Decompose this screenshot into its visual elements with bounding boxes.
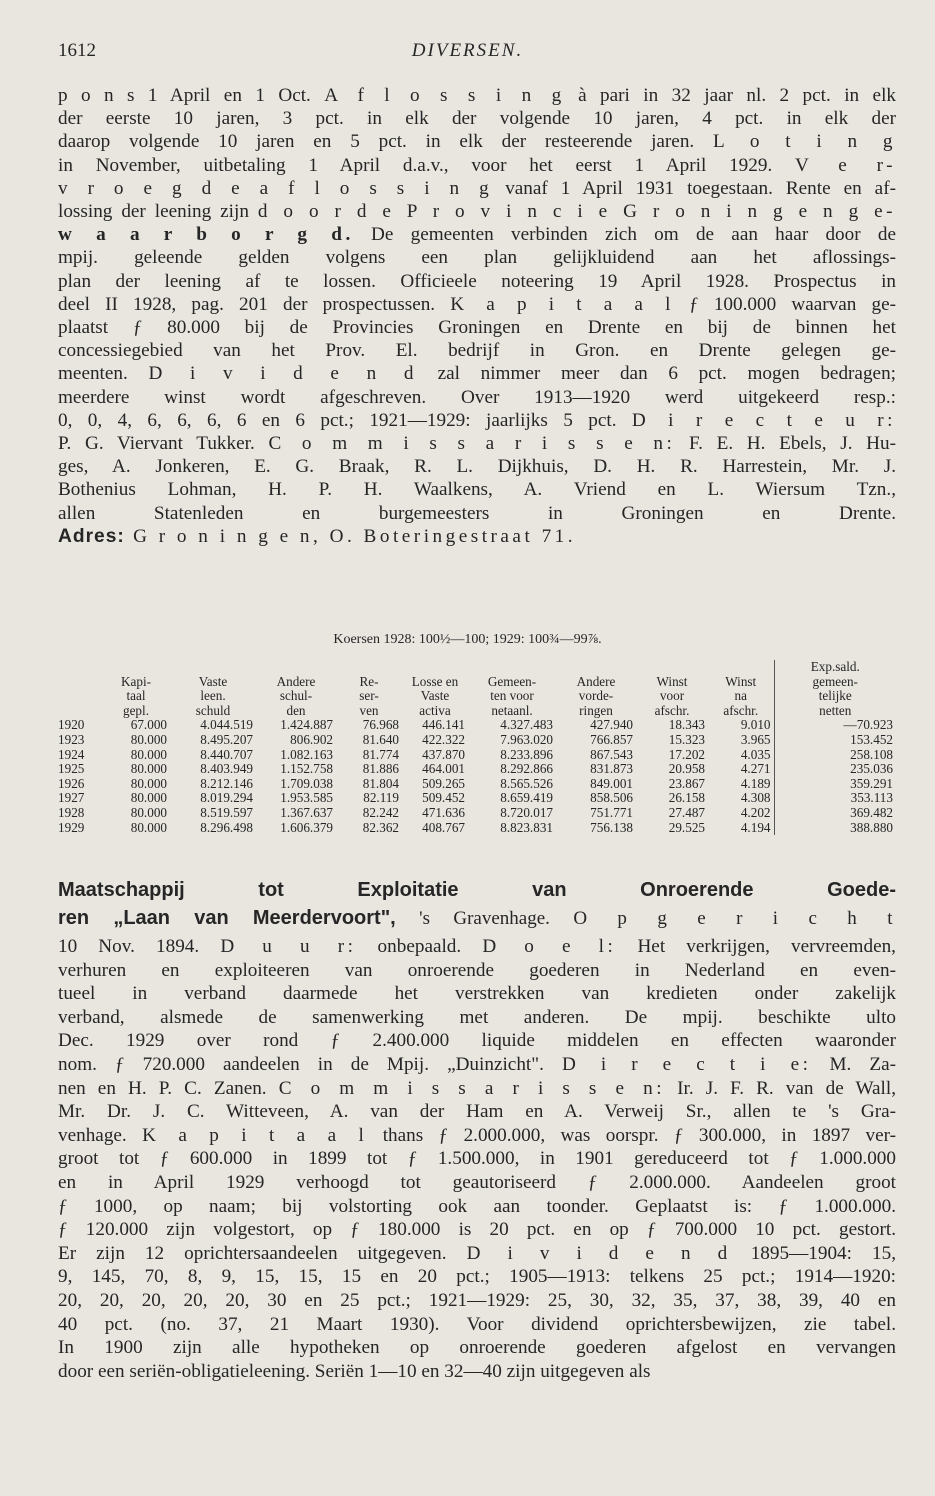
text-segment: 1 April en 1 Oct. (134, 85, 325, 106)
table-cell: 18.343 (668, 717, 705, 733)
table-cell: 8.720.017 (500, 804, 553, 820)
text-line (58, 1100, 896, 1124)
year-cell: 1925 (58, 761, 85, 777)
table-cell: 408.767 (422, 819, 465, 835)
column-header: Exp.sald. (774, 660, 896, 675)
column-header (102, 660, 170, 675)
column-header: Vaste (198, 673, 228, 689)
table-cell: 1.152.758 (280, 761, 333, 777)
table-cell: 1.606.379 (280, 819, 333, 835)
spaced-keyword: K a p i t a a l (450, 293, 674, 315)
text-line (58, 982, 896, 1006)
table-cell: 81.640 (362, 731, 399, 747)
table-cell: 76.968 (362, 717, 399, 733)
table-cell: 806.902 (290, 731, 333, 747)
text-line (58, 362, 896, 385)
text-line (58, 316, 896, 339)
table-cell: 80.000 (130, 746, 167, 762)
table-cell: 4.189 (740, 775, 771, 791)
text-segment: groot tot ƒ 600.000 in 1899 tot ƒ 1.500.000, in 1901 gereduceerd tot ƒ 1.000.000 (58, 1148, 896, 1170)
table-cell: 446.141 (422, 717, 465, 733)
table-cell: 353.113 (774, 791, 896, 806)
table-cell: 8.296.498 (200, 819, 253, 835)
column-header: netten (774, 704, 896, 719)
text-line (58, 107, 896, 130)
table-header-row (58, 675, 896, 690)
column-header: Gemeen- (487, 673, 537, 689)
column-header: ringen (579, 702, 613, 718)
table-cell: 8.233.896 (500, 746, 553, 762)
text-segment: 40 pct. (no. 37, 21 Maart 1930). Voor dividend oprichtersbewijzen, zie tabel. (58, 1313, 896, 1335)
column-header: Losse en (411, 673, 459, 689)
text-segment: onbepaald. (356, 936, 483, 957)
table-cell: 509.452 (422, 790, 465, 806)
text-line (58, 1053, 896, 1077)
spaced-keyword: d o o r d e P r o v i n c i e G r o n i n g e n g e- (257, 201, 897, 223)
table-cell: 235.036 (774, 762, 896, 777)
table-header-row (58, 660, 896, 675)
spaced-keyword: D i r e c t i e: (561, 1053, 812, 1075)
table-cell: —70.923 (774, 718, 896, 733)
spaced-keyword: v r o e g d e a f l o s s i n g (58, 177, 493, 199)
table-cell: 8.292.866 (500, 761, 553, 777)
year-cell: 1928 (58, 804, 85, 820)
text-segment: zal nimmer meer dan 6 pct. mogen bedragen; (416, 363, 896, 385)
financial-table (58, 660, 896, 835)
text-segment: ges, A. Jonkeren, E. G. Braak, R. L. Dijkhuis, D. H. R. Harrestein, Mr. J. (58, 456, 896, 478)
text-segment: allen Statenleden en burgemeesters in Groningen en Drente. (58, 502, 896, 524)
text-line (58, 478, 896, 501)
year-cell: 1924 (58, 746, 85, 762)
text-line (58, 246, 896, 269)
table-cell: 15.323 (668, 731, 705, 747)
table-cell: 4.327.483 (500, 717, 553, 733)
column-header: afschr. (654, 702, 690, 718)
text-line (58, 386, 896, 409)
column-header: netaanl. (491, 702, 533, 718)
table-cell: 23.867 (668, 775, 705, 791)
text-segment: 9, 145, 70, 8, 9, 15, 15, 15 en 20 pct.; 1905—1913: telkens 25 pct.; 1914—1920: (58, 1266, 896, 1288)
text-line (58, 1006, 896, 1030)
column-header: gepl. (122, 702, 149, 718)
table-cell: 1.953.585 (280, 790, 333, 806)
text-line (58, 1265, 896, 1289)
column-header: vorde- (578, 688, 614, 704)
text-line (58, 1124, 896, 1148)
table-cell: 82.119 (363, 790, 399, 806)
table-cell: 766.857 (590, 731, 633, 747)
text-line (58, 1289, 896, 1313)
table-cell: 756.138 (590, 819, 633, 835)
table-cell: 1.082.163 (280, 746, 333, 762)
table-cell: 4.308 (740, 790, 771, 806)
column-header (58, 704, 102, 719)
spaced-keyword: C o m m i s s a r i s s e n: (278, 1077, 666, 1099)
table-cell: 831.873 (590, 761, 633, 777)
text-segment: 0, 0, 4, 6, 6, 6, 6 en 6 pct.; 1921—1929: jaarlijks 5 pct. (58, 409, 632, 431)
column-header (468, 660, 556, 675)
text-line (58, 455, 896, 478)
text-line (58, 432, 896, 455)
table-cell: 82.362 (362, 819, 399, 835)
table-cell: 1.709.038 (280, 775, 333, 791)
company-title-name: ren „Laan van Meerdervoort", (58, 907, 396, 929)
text-segment: thans ƒ 2.000.000, was oorspr. ƒ 300.000, in 1897 ver- (367, 1124, 896, 1146)
column-header: ven (359, 702, 379, 718)
section-provincial-company-text (58, 84, 896, 548)
page-number: 1612 (58, 40, 96, 61)
text-line (58, 959, 896, 983)
table-row (58, 791, 896, 806)
table-cell: 427.940 (590, 717, 633, 733)
table-cell: 29.525 (668, 819, 705, 835)
text-segment: verband, alsmede de samenwerking met anderen. De mpij. beschikte ulto (58, 1006, 896, 1028)
spaced-keyword: L o t i n g (713, 131, 897, 153)
text-segment: Mr. Dr. J. C. Witteveen, A. van der Ham en A. Verweij Sr., allen te 's Gra- (58, 1101, 896, 1123)
table-cell: 8.403.949 (200, 761, 253, 777)
table-cell: 8.823.831 (500, 819, 553, 835)
text-segment: deel II 1928, pag. 201 der prospectussen. (58, 293, 451, 315)
text-line (58, 1077, 896, 1101)
spaced-keyword: C o m m i s s a r i s s e n: (268, 433, 676, 455)
table-cell: 153.452 (774, 733, 896, 748)
column-header (58, 689, 102, 704)
text-segment: concessiegebied van het Prov. El. bedrijf in Gron. en Drente gelegen ge- (58, 340, 896, 362)
table-cell: 369.482 (774, 806, 896, 821)
text-line (58, 1171, 896, 1195)
text-segment: 1895—1904: 15, (730, 1242, 896, 1264)
table-cell: 4.044.519 (200, 717, 253, 733)
text-line (58, 1218, 896, 1242)
text-segment: in November, uitbetaling 1 April d.a.v., voor het eerst 1 April 1929. (58, 154, 796, 176)
koersen-line: Koersen 1928: 100½—100; 1929: 100¾—99⅞. (333, 632, 602, 647)
text-segment: 20, 20, 20, 20, 20, 30 en 25 pct.; 1921—1929: 25, 30, 32, 35, 37, 38, 39, 40 en (58, 1289, 896, 1311)
table-cell: 80.000 (130, 761, 167, 777)
spaced-keyword: D i v i d e n d (466, 1242, 731, 1264)
column-header: na (734, 688, 747, 704)
table-cell: 359.291 (774, 777, 896, 792)
table-cell: 9.010 (740, 717, 771, 733)
column-header (708, 660, 774, 675)
table-header-row (58, 704, 896, 719)
column-header: Andere (576, 673, 616, 689)
table-cell: 3.965 (740, 731, 771, 747)
table-cell: 7.963.020 (500, 731, 553, 747)
table-cell: 8.519.597 (200, 804, 253, 820)
table-cell: 422.322 (422, 731, 465, 747)
table-cell: 4.194 (740, 819, 771, 835)
text-line (58, 130, 896, 153)
text-segment: vanaf 1 April 1931 toegestaan. Rente en af- (492, 177, 896, 199)
text-segment: lossing der leening zijn (58, 201, 258, 223)
text-segment: nen en H. P. C. Zanen. (58, 1077, 279, 1099)
table-cell: 80.000 (130, 804, 167, 820)
text-segment: door een seriën-obligatieleening. Seriën 1—10 en 32—40 zijn uitgegeven als (58, 1360, 651, 1382)
table-cell: 8.659.419 (500, 790, 553, 806)
spaced-keyword: w a a r b o r g d. (58, 224, 354, 246)
column-header: voor (659, 688, 685, 704)
table-cell: 1.424.887 (280, 717, 333, 733)
table-row (58, 748, 896, 763)
column-header: Andere (276, 673, 316, 689)
text-segment: ƒ 100.000 waarvan ge- (673, 293, 896, 315)
table-cell: 20.958 (668, 761, 705, 777)
table-cell: 81.804 (362, 775, 399, 791)
column-header: activa (419, 702, 451, 718)
text-line (58, 1313, 896, 1337)
table-cell: 858.506 (590, 790, 633, 806)
text-line (58, 1360, 896, 1384)
text-segment: ƒ 120.000 zijn volgestort, op ƒ 180.000 is 20 pct. en op ƒ 700.000 10 pct. gestort. (58, 1219, 896, 1241)
text-line (58, 223, 896, 246)
text-line (58, 1195, 896, 1219)
column-header: schuld (195, 702, 231, 718)
year-cell: 1927 (58, 790, 85, 806)
table-row (58, 821, 896, 836)
company-heading (58, 876, 896, 933)
column-header: Kapi- (120, 673, 152, 689)
text-segment: Het verkrijgen, vervreemden, (616, 936, 896, 957)
column-header: taal (126, 688, 146, 704)
column-header: leen. (200, 688, 226, 704)
spaced-keyword: D i r e c t e u r: (631, 409, 896, 431)
text-segment: p o n s (58, 85, 135, 106)
column-header: ser- (359, 688, 379, 704)
text-segment: meerdere winst wordt afgeschreven. Over 1913—1920 werd uitgekeerd resp.: (58, 386, 896, 408)
column-header: Re- (359, 673, 379, 689)
table-row (58, 762, 896, 777)
table-cell: 8.565.526 (500, 775, 553, 791)
text-segment: der eerste 10 jaren, 3 pct. in elk der volgende 10 jaren, 4 pct. in elk der (58, 108, 896, 130)
table-cell: 4.202 (740, 804, 771, 820)
text-line (58, 1147, 896, 1171)
column-header: ten voor (490, 688, 534, 704)
table-row (58, 733, 896, 748)
text-line (58, 409, 896, 432)
column-header (556, 660, 636, 675)
text-segment: Ir. J. F. R. van de Wall, (665, 1077, 896, 1099)
table-header-row (58, 689, 896, 704)
text-line (58, 177, 896, 200)
text-segment: In 1900 zijn alle hypotheken op onroerende goederen afgelost en vervangen (58, 1337, 896, 1359)
company-title-line2 (58, 904, 896, 933)
company-location: 's Gravenhage. (395, 908, 574, 929)
table-cell: 26.158 (668, 790, 705, 806)
table-cell: 1.367.637 (280, 804, 333, 820)
text-segment: Bothenius Lohman, H. P. H. Waalkens, A. Vriend en L. Wiersum Tzn., (58, 479, 896, 501)
column-header: Winst (656, 673, 688, 689)
table-cell: 80.000 (130, 731, 167, 747)
table-cell: 80.000 (130, 775, 167, 791)
column-header: Vaste (420, 688, 450, 704)
table-cell: 67.000 (130, 717, 167, 733)
table-cell: 849.001 (590, 775, 633, 791)
text-segment: meenten. (58, 363, 149, 385)
table-cell: 8.440.707 (200, 746, 253, 762)
spaced-keyword: A f l o s s i n g (324, 85, 565, 106)
column-header: den (286, 702, 306, 718)
text-segment: verhuren en exploiteeren van onroerende goederen in Nederland en even- (58, 959, 896, 981)
table-cell: 388.880 (774, 821, 896, 836)
text-segment: daarop volgende 10 jaren en 5 pct. in elk der resteerende jaren. (58, 131, 714, 153)
text-segment: P. G. Viervant Tukker. (58, 433, 269, 455)
column-header: schul- (279, 688, 313, 704)
table-cell: 81.886 (362, 761, 399, 777)
text-segment: tueel in verband daarmede het verstrekken van kredieten onder zakelijk (58, 983, 896, 1005)
text-line (58, 84, 896, 107)
table-cell: 8.019.294 (200, 790, 253, 806)
table-cell: 4.271 (740, 761, 771, 777)
text-line (58, 270, 896, 293)
text-segment: plaatst ƒ 80.000 bij de Provincies Groningen en Drente en bij de binnen het (58, 317, 896, 339)
text-line (58, 525, 896, 548)
section-laan-van-meerdervoort-text (58, 935, 896, 1383)
text-line (58, 339, 896, 362)
table-cell: 80.000 (130, 790, 167, 806)
spaced-keyword: D i v i d e n d (148, 363, 417, 385)
text-segment: à pari in 32 jaar nl. 2 pct. in elk (564, 85, 896, 106)
column-header (170, 660, 256, 675)
table-cell: 471.636 (422, 804, 465, 820)
text-segment: mpij. geleende gelden volgens een plan gelijkluidend aan het aflossings- (58, 247, 896, 269)
text-line (58, 1336, 896, 1360)
column-header (58, 660, 102, 675)
text-line (58, 935, 896, 959)
table-cell: 4.035 (740, 746, 771, 762)
year-cell: 1920 (58, 717, 85, 733)
column-header: gemeen- (774, 675, 896, 690)
running-head: DIVERSEN. (411, 40, 524, 61)
column-header: afschr. (723, 702, 759, 718)
table-cell: 27.487 (668, 804, 705, 820)
column-header: Winst (725, 673, 757, 689)
spaced-keyword: D o e l: (482, 936, 617, 957)
text-segment: en in April 1929 verhoogd tot geautoriseerd ƒ 2.000.000. Aandeelen groot (58, 1171, 896, 1193)
table-cell: 867.543 (590, 746, 633, 762)
column-header (402, 660, 468, 675)
text-segment: De gemeenten verbinden zich om de aan haar door de (353, 224, 896, 246)
table-cell: 8.495.207 (200, 731, 253, 747)
text-segment: ƒ 1000, op naam; bij volstorting ook aan toonder. Geplaatst is: ƒ 1.000.000. (58, 1195, 896, 1217)
text-line (58, 293, 896, 316)
company-title-line1: Maatschappij tot Exploitatie van Onroerende Goede- (58, 879, 896, 901)
text-segment: F. E. H. Ebels, J. Hu- (675, 433, 896, 455)
year-cell: 1929 (58, 819, 85, 835)
table-cell: 8.212.146 (200, 775, 253, 791)
text-line (58, 1029, 896, 1053)
table-cell: 464.001 (422, 761, 465, 777)
text-segment: Adres: (58, 525, 125, 547)
table-row (58, 718, 896, 733)
text-line (58, 200, 896, 223)
column-header (256, 660, 336, 675)
year-cell: 1926 (58, 775, 85, 791)
text-segment: 10 Nov. 1894. (58, 936, 221, 957)
text-line (58, 154, 896, 177)
spaced-keyword: V e r- (795, 154, 896, 176)
column-header (636, 660, 708, 675)
column-header (58, 675, 102, 690)
spaced-keyword: K a p i t a a l (142, 1124, 368, 1146)
table-cell: 751.771 (590, 804, 633, 820)
table-cell: 81.774 (362, 746, 399, 762)
column-header (336, 660, 402, 675)
table-row (58, 777, 896, 792)
table-cell: 258.108 (774, 748, 896, 763)
table-cell: 17.202 (668, 746, 705, 762)
table-cell: 80.000 (130, 819, 167, 835)
spaced-keyword: G r o n i n g e n, O. Boteringestraat 71. (124, 525, 577, 547)
table-cell: 509.265 (422, 775, 465, 791)
text-segment: M. Za- (811, 1053, 897, 1075)
table-row (58, 806, 896, 821)
table-cell: 437.870 (422, 746, 465, 762)
text-segment: plan der leening af te lossen. Officieele noteering 19 April 1928. Prospectus in (58, 270, 896, 292)
text-line (58, 502, 896, 525)
year-cell: 1923 (58, 731, 85, 747)
text-segment: Er zijn 12 oprichtersaandeelen uitgegeven. (58, 1242, 467, 1264)
column-header: telijke (774, 689, 896, 704)
text-line (58, 1242, 896, 1266)
text-segment: Dec. 1929 over rond ƒ 2.400.000 liquide middelen en effecten waaronder (58, 1030, 896, 1052)
spaced-keyword: D u u r: (220, 936, 357, 957)
text-segment: venhage. (58, 1124, 143, 1146)
text-segment: nom. ƒ 720.000 aandeelen in de Mpij. „Duinzicht". (58, 1053, 562, 1075)
table-cell: 82.242 (362, 804, 399, 820)
company-opgericht-label: O p g e r i c h t (573, 908, 896, 929)
page-header (58, 40, 877, 70)
